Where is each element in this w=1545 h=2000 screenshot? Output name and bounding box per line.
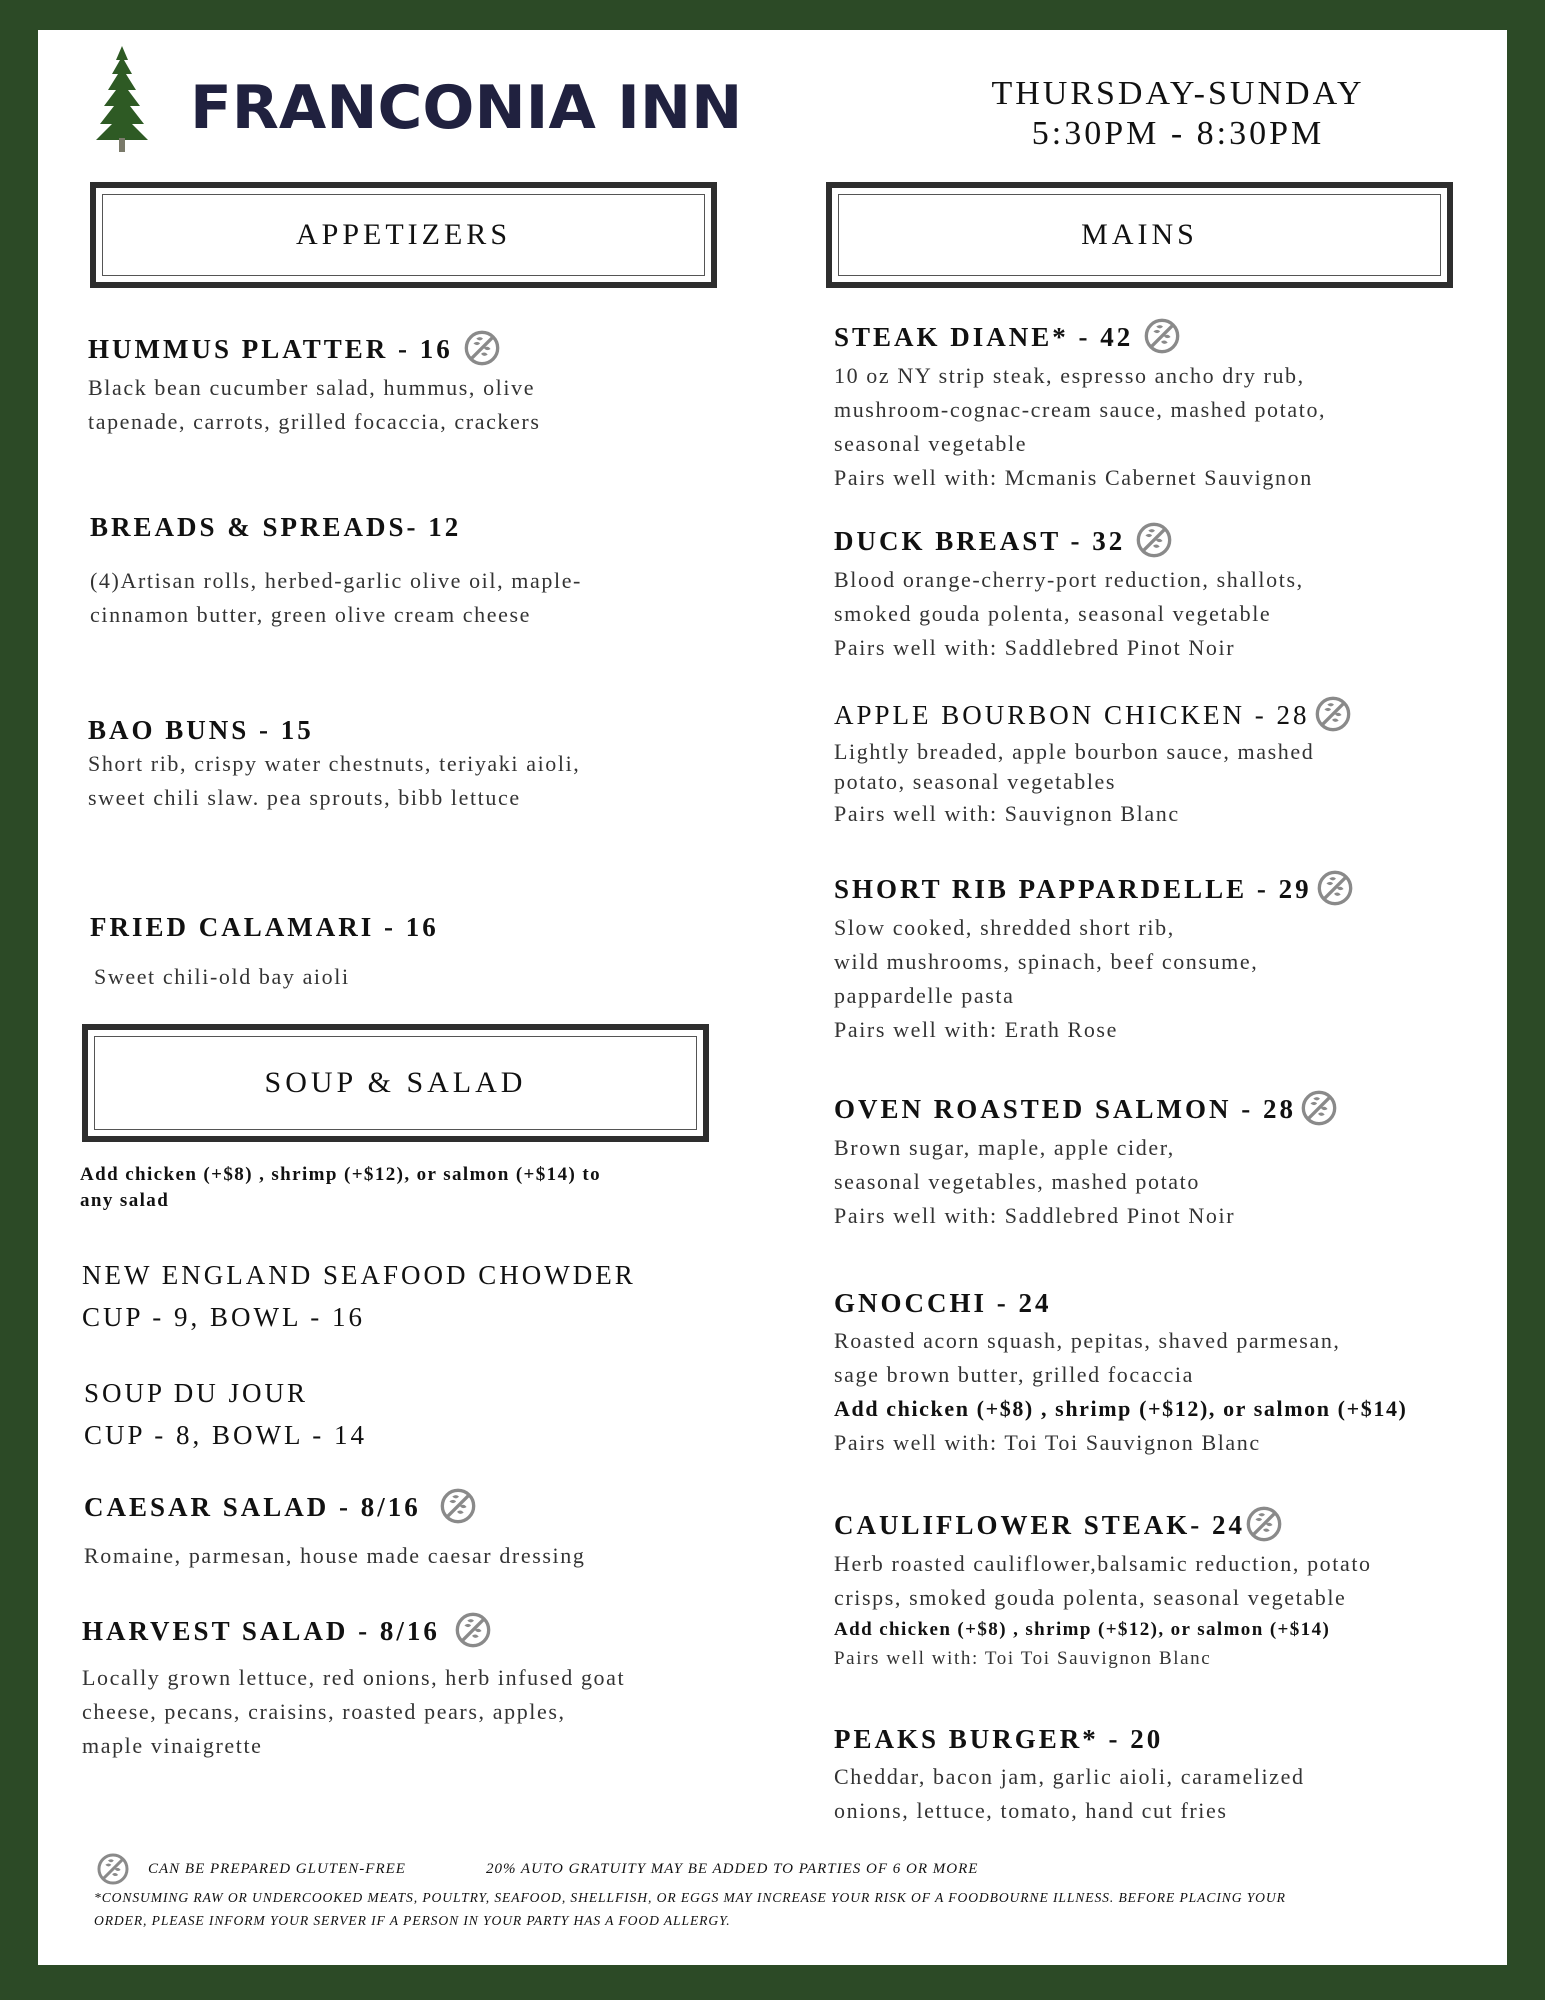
menu-item (834, 1092, 1338, 1233)
item-price: CUP - 9, BOWL - 16 (82, 1302, 365, 1332)
menu-item (834, 1286, 1407, 1460)
item-name: PEAKS BURGER* - 20 (834, 1724, 1164, 1754)
item-description: Romaine, parmesan, house made caesar dressing (84, 1542, 586, 1568)
hours-days: THURSDAY-SUNDAY (991, 75, 1365, 112)
item-description: potato, seasonal vegetables (834, 768, 1117, 794)
wine-pairing: Pairs well with: Saddlebred Pinot Noir (834, 1202, 1236, 1228)
item-description: pappardelle pasta (834, 982, 1015, 1008)
menu-item (834, 524, 1304, 665)
gluten-free-icon (1316, 869, 1354, 907)
item-description: Locally grown lettuce, red onions, herb infused goat (82, 1664, 626, 1690)
item-description: Herb roasted cauliflower,balsamic reduction, potato (834, 1550, 1372, 1576)
item-name: APPLE BOURBON CHICKEN - 28 (834, 700, 1310, 730)
item-name: FRIED CALAMARI - 16 (90, 912, 439, 942)
item-name: SHORT RIB PAPPARDELLE - 29 (834, 874, 1312, 904)
item-description: sweet chili slaw. pea sprouts, bibb lettuce (88, 785, 521, 810)
gluten-free-icon (1135, 521, 1173, 559)
brand-name: FRANCONIA INN (190, 73, 743, 143)
item-description: seasonal vegetables, mashed potato (834, 1168, 1200, 1194)
menu-item (82, 1614, 625, 1763)
brand-logo (90, 44, 750, 156)
item-description: maple vinaigrette (82, 1732, 263, 1758)
footer-legend (96, 1852, 978, 1886)
item-description: cinnamon butter, green olive cream cheese (90, 602, 531, 627)
item-description: Blood orange-cherry-port reduction, shallots, (834, 566, 1304, 592)
menu-item (834, 698, 1352, 831)
gluten-free-icon (96, 1852, 130, 1886)
gluten-free-icon (1245, 1505, 1283, 1543)
item-description: Lightly breaded, apple bourbon sauce, mashed (834, 738, 1315, 764)
item-description: sage brown butter, grilled focaccia (834, 1362, 1194, 1387)
item-name: SOUP DU JOUR (84, 1378, 309, 1408)
item-description: Cheddar, bacon jam, garlic aioli, caramelized (834, 1764, 1305, 1789)
item-name: CAESAR SALAD - 8/16 (84, 1492, 421, 1522)
wine-pairing: Pairs well with: Toi Toi Sauvignon Blanc (834, 1430, 1261, 1455)
menu-item (84, 1372, 367, 1456)
item-description: Sweet chili-old bay aioli (94, 964, 350, 989)
salad-addon-note: Add chicken (+$8) , shrimp (+$12), or salmon (+$14) to any salad (80, 1164, 601, 1211)
item-description: onions, lettuce, tomato, hand cut fries (834, 1798, 1228, 1823)
menu-item (834, 872, 1354, 1047)
menu-item (88, 332, 541, 439)
item-name: GNOCCHI - 24 (834, 1288, 1052, 1318)
gluten-free-icon (454, 1611, 492, 1649)
section-header-mains (826, 182, 1453, 288)
menu-item (90, 910, 439, 994)
item-description: cheese, pecans, craisins, roasted pears, apples, (82, 1698, 566, 1724)
item-description: crisps, smoked gouda polenta, seasonal vegetable (834, 1584, 1347, 1610)
hours-time: 5:30PM - 8:30PM (1031, 115, 1325, 152)
item-description: Roasted acorn squash, pepitas, shaved parmesan, (834, 1328, 1341, 1353)
menu-item (834, 320, 1326, 495)
wine-pairing: Pairs well with: Mcmanis Cabernet Sauvignon (834, 464, 1313, 490)
section-title: MAINS (1081, 218, 1198, 251)
item-name: HARVEST SALAD - 8/16 (82, 1616, 440, 1646)
item-description: Slow cooked, shredded short rib, (834, 914, 1175, 940)
item-description: wild mushrooms, spinach, beef consume, (834, 948, 1259, 974)
pine-tree-icon (90, 44, 154, 156)
hours (928, 74, 1428, 154)
item-description: 10 oz NY strip steak, espresso ancho dry rub, (834, 362, 1305, 388)
item-name: HUMMUS PLATTER - 16 (88, 334, 453, 364)
protein-addon: Add chicken (+$8) , shrimp (+$12), or salmon (+$14) (834, 1396, 1408, 1421)
menu-item (88, 713, 580, 815)
menu-page (38, 30, 1507, 1965)
wine-pairing: Pairs well with: Saddlebred Pinot Noir (834, 634, 1236, 660)
item-price: CUP - 8, BOWL - 14 (84, 1420, 367, 1450)
gluten-free-icon (439, 1487, 477, 1525)
section-title: SOUP & SALAD (264, 1066, 527, 1099)
item-description: mushroom-cognac-cream sauce, mashed potato, (834, 396, 1327, 422)
section-title: APPETIZERS (295, 218, 512, 251)
item-name: CAULIFLOWER STEAK- 24 (834, 1510, 1246, 1540)
wine-pairing: Pairs well with: Toi Toi Sauvignon Blanc (834, 1647, 1212, 1669)
menu-item (834, 1722, 1305, 1828)
item-description: (4)Artisan rolls, herbed-garlic olive oil, maple- (90, 568, 582, 593)
item-description: smoked gouda polenta, seasonal vegetable (834, 600, 1272, 626)
item-description: seasonal vegetable (834, 430, 1028, 456)
item-description: tapenade, carrots, grilled focaccia, crackers (88, 408, 541, 434)
item-name: STEAK DIANE* - 42 (834, 322, 1134, 352)
wine-pairing: Pairs well with: Sauvignon Blanc (834, 800, 1180, 826)
gluten-free-icon (1300, 1089, 1338, 1127)
menu-item (834, 1508, 1372, 1673)
section-header-soup-salad (82, 1024, 709, 1142)
section-header-appetizers (90, 182, 717, 288)
gluten-free-legend: CAN BE PREPARED GLUTEN-FREE (148, 1860, 406, 1877)
food-safety-disclaimer: *CONSUMING RAW OR UNDERCOOKED MEATS, POULTRY, SEAFOOD, SHELLFISH, OR EGGS MAY INCREASE YOUR RISK OF A FOODBOURNE ILLNESS. BEFORE PLACING YOUR ORDER, PLEASE INFORM YOUR SERVER IF A PERSON IN YOUR PARTY HAS A FOOD ALLERGY. (94, 1890, 1286, 1928)
gratuity-note: 20% AUTO GRATUITY MAY BE ADDED TO PARTIES OF 6 OR MORE (485, 1860, 979, 1877)
item-description: Short rib, crispy water chestnuts, teriyaki aioli, (88, 751, 581, 776)
gluten-free-icon (463, 329, 501, 367)
item-name: BAO BUNS - 15 (88, 715, 314, 745)
item-name: DUCK BREAST - 32 (834, 526, 1126, 556)
gluten-free-icon (1314, 695, 1352, 733)
item-name: NEW ENGLAND SEAFOOD CHOWDER (82, 1260, 636, 1290)
gluten-free-icon (1143, 317, 1181, 355)
item-description: Brown sugar, maple, apple cider, (834, 1134, 1175, 1160)
wine-pairing: Pairs well with: Erath Rose (834, 1016, 1118, 1042)
item-name: OVEN ROASTED SALMON - 28 (834, 1094, 1297, 1124)
menu-item (90, 510, 582, 632)
item-description: Black bean cucumber salad, hummus, olive (88, 374, 536, 400)
menu-item (84, 1490, 585, 1573)
menu-item (82, 1254, 636, 1338)
protein-addon: Add chicken (+$8) , shrimp (+$12), or salmon (+$14) (834, 1618, 1331, 1640)
item-name: BREADS & SPREADS- 12 (90, 512, 462, 542)
